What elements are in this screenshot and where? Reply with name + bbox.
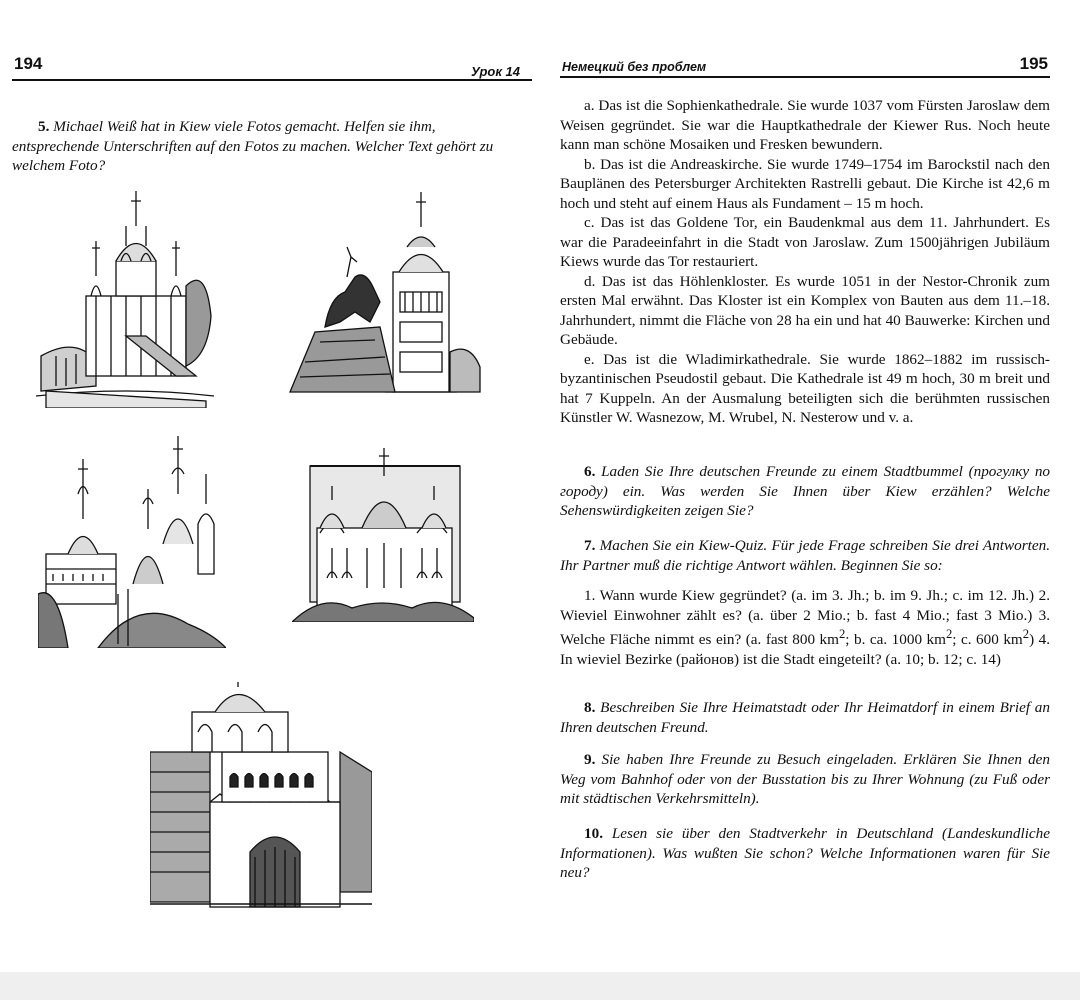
task-10-number: 10. xyxy=(584,825,603,842)
task-8 xyxy=(560,698,1050,737)
caption-b: b. Das ist die Andreaskirche. Sie wurde 1749–1754 im Barockstil nach den Bauplänen des Petersburger Architekten Rastrelli gebaut. Die Kirche ist 42,6 m hoch und steht auf einem Haus als Fundament – 15 m hoch. xyxy=(560,155,1050,212)
cathedral-with-domes-illustration xyxy=(36,186,214,408)
caption-e: e. Das ist die Wladimirkathedrale. Sie wurde 1862–1882 im russisch-byzantinischen Pseudostil gebaut. Die Kathedrale ist 49 m hoch, 30 m breit und hat 7 Kuppeln. An der Ausmalung beteiligten sich die berühmten russischen Künstler W. Wasnezow, M. Wrubel, N. Nesterow und v. a. xyxy=(560,350,1050,426)
right-page xyxy=(540,0,1080,972)
page-number-right: 195 xyxy=(1019,54,1048,73)
task-10 xyxy=(560,824,1050,883)
task-7 xyxy=(560,536,1050,575)
quiz-part-3: ; c. 600 km xyxy=(952,631,1023,649)
quiz-superscript-3: 2 xyxy=(1022,627,1030,641)
header-rule-right xyxy=(560,76,1050,78)
task-6 xyxy=(560,462,1050,521)
bottom-strip xyxy=(0,972,1080,1000)
task-7-text: Machen Sie ein Kiew-Quiz. Für jede Frage schreiben Sie drei Antworten. Ihr Partner muß die richtige Antwort wählen. Beginnen Sie so: xyxy=(560,537,1051,574)
caption-a: a. Das ist die Sophienkathedrale. Sie wurde 1037 vom Fürsten Jaroslaw dem Weisen gegründet. Sie war die Hauptkathedrale der Kiewer Rus. Noch heute kann man schöne Mosaiken und Fresken bewundern. xyxy=(560,97,1050,153)
task-7-number: 7. xyxy=(584,537,596,554)
task-5-number: 5. xyxy=(38,118,50,135)
task-8-text: Beschreiben Sie Ihre Heimatstadt oder Ihr Heimatdorf in einem Brief an Ihren deutschen Freund. xyxy=(560,699,1050,736)
task-6-text: Laden Sie Ihre deutschen Freunde zu einem Stadtbummel (прогулку по городу) ein. Was werden Sie Ihnen über Kiew erzählen? Welche Sehenswürdigkeiten zeigen Sie? xyxy=(560,463,1051,519)
quiz-part-4: ) 4. In wieviel Bezirke (районов) ist die Stadt eingeteilt? (a. 10; b. 12; c. 14) xyxy=(560,631,1051,668)
byzantine-cathedral-illustration xyxy=(292,448,474,622)
equestrian-monument-bell-tower-illustration xyxy=(285,192,485,400)
left-page xyxy=(0,0,540,972)
lesson-header: Урок 14 xyxy=(470,64,520,79)
task-10-text: Lesen sie über den Stadtverkehr in Deutschland (Landeskundliche Informationen). Was wußten Sie schon? Welche Informationen waren für Sie neu? xyxy=(560,825,1051,881)
monastery-complex-illustration xyxy=(38,434,226,648)
header-rule-left xyxy=(12,79,532,81)
caption-c: c. Das ist das Goldene Tor, ein Baudenkmal aus dem 11. Jahrhundert. Es war die Paradeeinfahrt in die Stadt von Jaroslaw. Zum 1500jährigen Jubiläum Kiews wurde das Tor restauriert. xyxy=(560,214,1050,270)
quiz-superscript-2: 2 xyxy=(945,627,953,641)
golden-gate-illustration xyxy=(150,682,372,920)
captions-block xyxy=(560,96,1050,428)
task-9-number: 9. xyxy=(584,751,596,768)
task-6-number: 6. xyxy=(584,463,596,480)
task-8-number: 8. xyxy=(584,699,596,716)
task-7-quiz xyxy=(560,586,1050,669)
quiz-superscript-1: 2 xyxy=(838,627,846,641)
task-5-text: Michael Weiß hat in Kiew viele Fotos gemacht. Helfen sie ihm, entsprechende Unterschriften auf den Fotos zu machen. Welcher Text gehört zu welchem Foto? xyxy=(12,118,494,174)
task-9-text: Sie haben Ihre Freunde zu Besuch eingeladen. Erklären Sie Ihnen den Weg vom Bahnhof oder von der Busstation bis zu Ihrer Wohnung (zu Fuß oder mit städtischen Verkehrsmitteln). xyxy=(560,751,1050,807)
caption-d: d. Das ist das Höhlenkloster. Es wurde 1051 in der Nestor-Chronik zum ersten Mal erwähnt. Das Kloster ist ein Komplex von Bauten aus dem 11.–18. Jahrhundert, nimmt die Fläche von 28 ha ein und hat 40 Bauwerke: Kirchen und Gebäude. xyxy=(560,272,1050,348)
task-5 xyxy=(12,117,518,176)
book-title-header: Немецкий без проблем xyxy=(562,60,707,74)
quiz-part-2: ; b. ca. 1000 km xyxy=(845,631,946,649)
page-number-left: 194 xyxy=(14,54,43,73)
task-9 xyxy=(560,750,1050,809)
quiz-part-1: 1. Wann wurde Kiew gegründet? (a. im 3. Jh.; b. im 9. Jh.; c. im 12. Jh.) 2. Wieviel Einwohner zählt es? (a. über 2 Mio.; b. fast 4 Mio.; fast 3 Mio.) 3. Welche Fläche nimmt es ein? (a. fast 800 km xyxy=(560,587,1050,649)
